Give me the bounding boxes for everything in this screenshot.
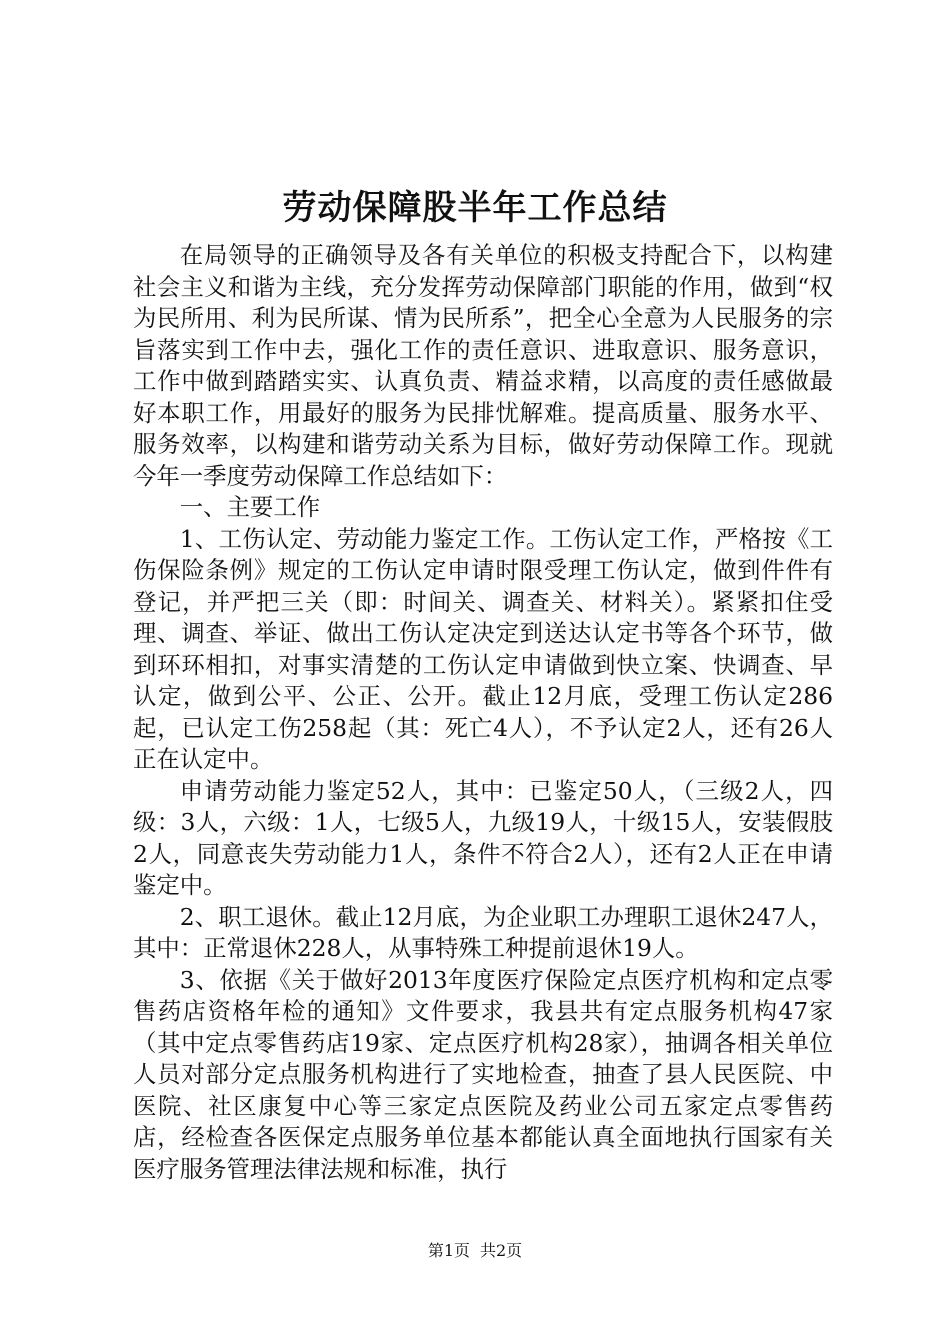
document-body [133, 240, 833, 1185]
section-heading-main-work: 一、主要工作 [179, 493, 321, 521]
page-total: 共2页 [480, 1241, 523, 1260]
paragraph-labor-ability: 申请劳动能力鉴定52人，其中：已鉴定50人，（三级2人，四级：3人，六级：1人，七级5人，九级19人，十级15人，安装假肢2人，同意丧失劳动能力1人，条件不符合2人），还有2人正在申请鉴定中。 [133, 776, 833, 899]
paragraph-medical-insurance: 3、依据《关于做好2013年度医疗保险定点医疗机构和定点零售药店资格年检的通知》文件要求，我县共有定点服务机构47家（其中定点零售药店19家、定点医疗机构28家），抽调各相关单位人员对部分定点服务机构进行了实地检查，抽查了县人民医院、中医院、社区康复中心等三家定点医院及药业公司五家定点零售药店，经检查各医保定点服务单位基本都能认真全面地执行国家有关医疗服务管理法律法规和标准，执行 [133, 965, 833, 1183]
paragraph-work-injury: 1、工伤认定、劳动能力鉴定工作。工伤认定工作，严格按《工伤保险条例》规定的工伤认定申请时限受理工伤认定，做到件件有登记，并严把三关（即：时间关、调查关、材料关）。紧紧扣住受理、调查、举证、做出工伤认定决定到送达认定书等各个环节，做到环环相扣，对事实清楚的工伤认定申请做到快立案、快调查、早认定，做到公平、公正、公开。截止12月底，受理工伤认定286起，已认定工伤258起（其：死亡4人），不予认定2人，还有26人正在认定中。 [133, 524, 833, 773]
paragraph-intro: 在局领导的正确领导及各有关单位的积极支持配合下，以构建社会主义和谐为主线，充分发挥劳动保障部门职能的作用，做到“权为民所用、利为民所谋、情为民所系”，把全心全意为人民服务的宗旨落实到工作中去，强化工作的责任意识、进取意识、服务意识，工作中做到踏踏实实、认真负责、精益求精，以高度的责任感做最好本职工作，用最好的服务为民排忧解难。提高质量、服务水平、服务效率，以构建和谐劳动关系为目标，做好劳动保障工作。现就今年一季度劳动保障工作总结如下： [133, 241, 833, 490]
document-title: 劳动保障股半年工作总结 [282, 188, 668, 228]
paragraph-retirement: 2、职工退休。截止12月底，为企业职工办理职工退休247人，其中：正常退休228人，从事特殊工种提前退休19人。 [133, 902, 833, 962]
page-number: 第1页 [427, 1241, 470, 1260]
page-footer [0, 1240, 950, 1262]
